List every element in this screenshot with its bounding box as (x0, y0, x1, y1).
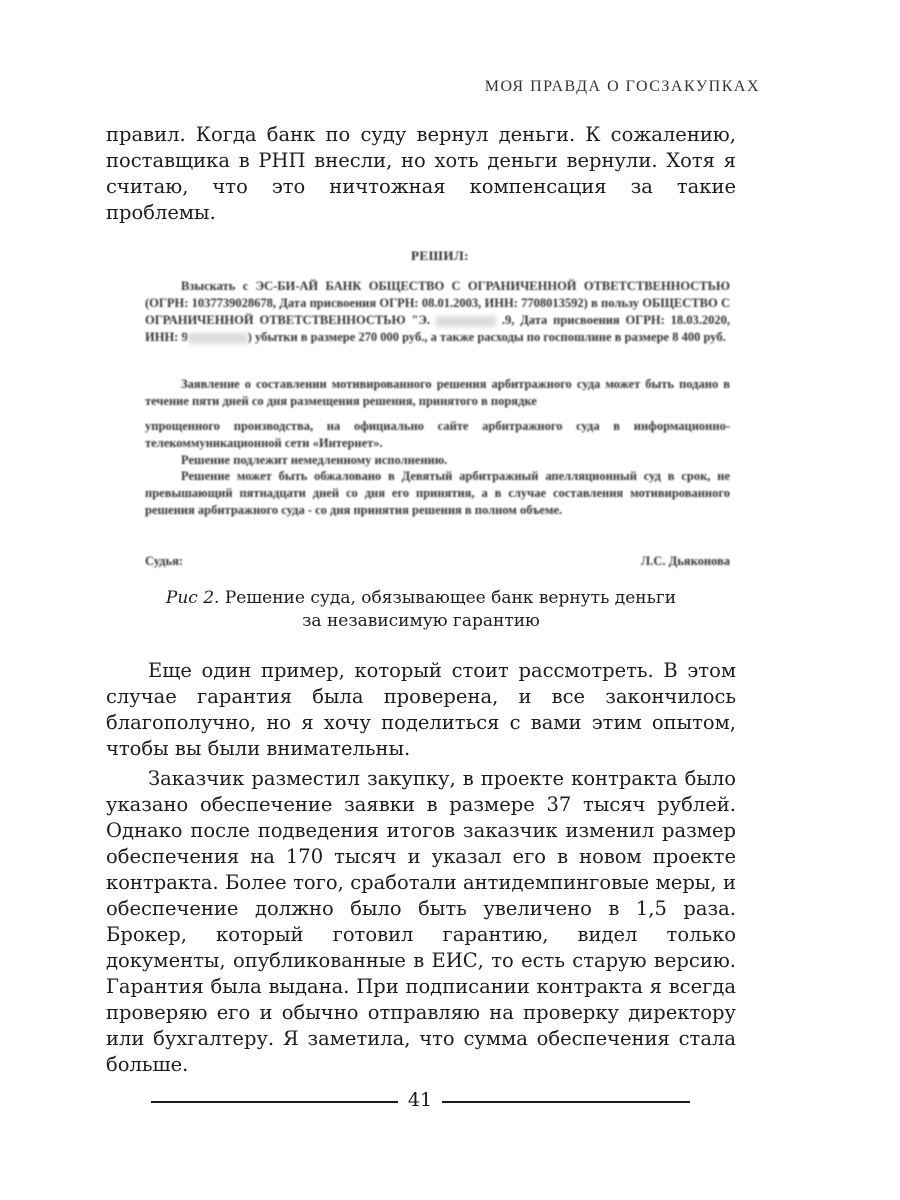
figure-paragraph-simplified: упрощенного производства, на официально сайте арбитражного суда в информационно-телекоммуникационной сети «Интернет». (145, 419, 730, 450)
redaction-mark (188, 333, 248, 344)
ruling-text-part-1: Взыскать с ЭС-БИ-АЙ БАНК ОБЩЕСТВО С ОГРАНИЧЕННОЙ ОТВЕТСТВЕННОСТЬЮ (ОГРН: 1037739028678, Дата присвоения ОГРН: 08.01.2003, ИНН: 7708013592) в пользу ОБЩЕСТВО С ОГРАНИЧЕННОЙ ОТВЕТСТВЕННОСТЬЮ "Э. (145, 279, 730, 327)
footer-rule-left (151, 1101, 398, 1103)
figure-paragraph-ruling (145, 278, 730, 346)
ruling-text-part-3: ) убытки в размере 270 000 руб., а также расходы по госпошлине в размере 8 400 руб. (247, 330, 726, 344)
caption-label: Рис 2. (165, 588, 220, 608)
court-decision-figure (140, 240, 740, 585)
page-number: 41 (407, 1089, 433, 1111)
redaction-mark (436, 316, 496, 327)
paragraph-intro: правил. Когда банк по суду вернул деньги. К сожалению, поставщика в РНП внесли, но хоть деньги вернули. Хотя я считаю, что это ничтожная компенсация за такие проблемы. (106, 123, 736, 224)
paragraph-procurement: Заказчик разместил закупку, в проекте контракта было указано обеспечение заявки в размере 37 тысяч рублей. Однако после подведения итогов заказчик изменил размер обеспечения на 170 тысяч и указал его в новом проекте контракта. Более того, сработали антидемпинговые меры, и обеспечение должно было быть увеличено в 1,5 раза. Брокер, который готовил гарантию, видел только документы, опубликованные в ЕИС, то есть старую версию. Гарантия была выдана. При подписании контракта я всегда проверяю его и обычно отправляю на проверку директору или бухгалтеру. Я заметила, что сумма обеспечения стала больше. (106, 767, 736, 1076)
figure-caption (106, 587, 736, 633)
paragraph-example: Еще один пример, который стоит рассмотреть. В этом случае гарантия была проверена, и все закончилось благополучно, но я хочу поделиться с вами этим опытом, чтобы вы были внимательны. (106, 659, 736, 760)
footer-rule-right (442, 1101, 690, 1103)
judge-name: Л.С. Дьяконова (640, 554, 730, 568)
figure-paragraph-motivated: Заявление о составлении мотивированного решения арбитражного суда может быть подано в течение пяти дней со дня размещения решения, принятого в порядке (145, 377, 730, 408)
running-head: МОЯ ПРАВДА О ГОСЗАКУПКАХ (484, 78, 760, 95)
caption-line-1: Решение суда, обязывающее банк вернуть деньги (219, 588, 677, 608)
judge-label: Судья: (145, 554, 184, 568)
figure-paragraph-execution: Решение подлежит немедленному исполнению. (181, 453, 448, 467)
caption-line-2: за независимую гарантию (302, 611, 540, 631)
figure-paragraph-appeal: Решение может быть обжаловано в Девятый арбитражный апелляционный суд в срок, не превышающий пятнадцати дней со дня его принятия, а в случае составления мотивированного решения арбитражного суда - со дня принятия решения в полном объеме. (145, 469, 730, 517)
ruling-text-part-2: .9, Дата присвоения ОГРН: 18.03.2020, ИНН: 9 (145, 313, 731, 344)
figure-heading: РЕШИЛ: (410, 248, 469, 263)
